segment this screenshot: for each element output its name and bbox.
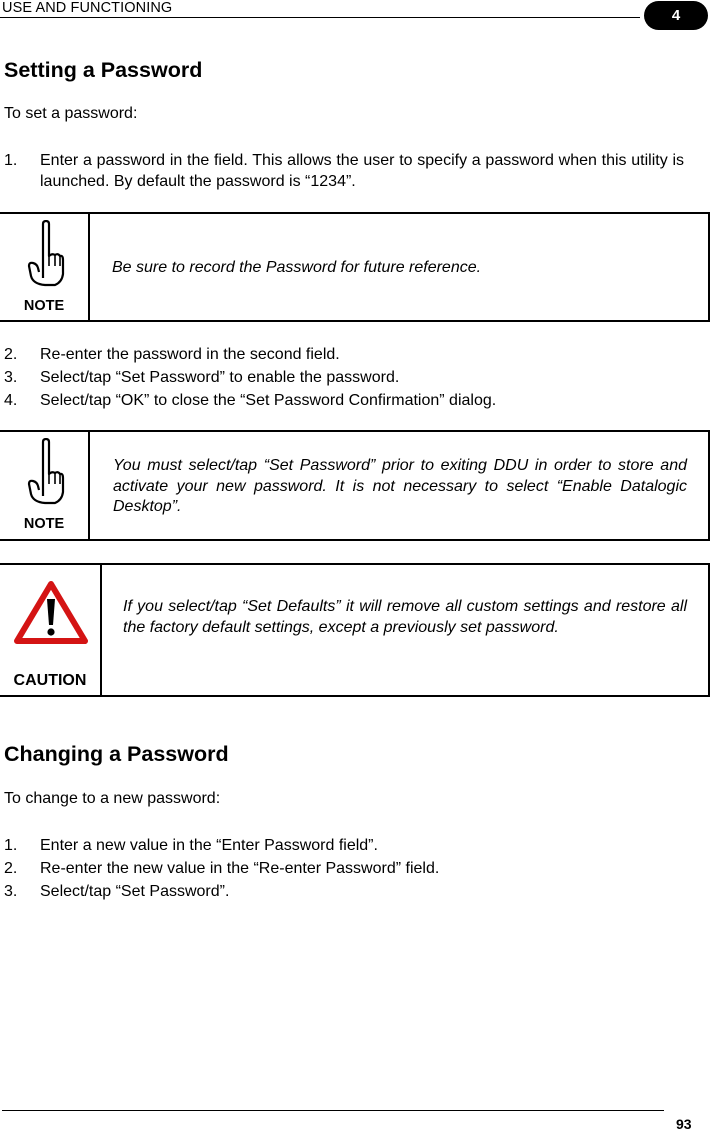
caution-icon-cell bbox=[0, 563, 102, 697]
list-item bbox=[4, 344, 684, 365]
note-text: You must select/tap “Set Password” prior to exiting DDU in order to store and activate your new password. It is not necessary to select “Enable Datalogic Desktop”. bbox=[113, 457, 687, 515]
intro-text: To change to a new password: bbox=[4, 790, 221, 807]
list-text: Enter a new value in the “Enter Password field”. bbox=[40, 837, 378, 854]
note-label: NOTE bbox=[23, 298, 65, 314]
list-text: Re-enter the password in the second field. bbox=[40, 346, 340, 363]
caution-label: CAUTION bbox=[13, 672, 87, 689]
pointing-hand-icon bbox=[25, 438, 65, 506]
list-number: 3. bbox=[4, 369, 18, 386]
list-number: 1. bbox=[4, 152, 18, 169]
intro-text: To set a password: bbox=[4, 105, 138, 122]
section-heading-setting-password: Setting a Password bbox=[4, 58, 203, 82]
list-item bbox=[4, 390, 684, 411]
pointing-hand-icon bbox=[25, 220, 65, 288]
note-icon-cell bbox=[0, 430, 90, 541]
warning-triangle-icon bbox=[14, 581, 88, 645]
list-text: Select/tap “Set Password” to enable the password. bbox=[40, 369, 400, 386]
note-icon-cell bbox=[0, 212, 90, 322]
page-number: 93 bbox=[676, 1116, 692, 1132]
list-number: 1. bbox=[4, 837, 18, 854]
list-item bbox=[4, 150, 684, 192]
list-text: Enter a password in the field. This allows the user to specify a password when this utility is launched. By default the password is “1234”. bbox=[40, 152, 684, 190]
list-text: Select/tap “OK” to close the “Set Password Confirmation” dialog. bbox=[40, 392, 497, 409]
header-rule bbox=[0, 17, 640, 18]
note-callout bbox=[0, 430, 710, 541]
running-header: USE AND FUNCTIONING bbox=[2, 0, 173, 16]
caution-callout bbox=[0, 563, 710, 697]
list-item bbox=[4, 858, 684, 879]
note-label: NOTE bbox=[23, 516, 65, 532]
list-number: 2. bbox=[4, 346, 18, 363]
list-item bbox=[4, 835, 684, 856]
note-text: Be sure to record the Password for future reference. bbox=[112, 259, 482, 276]
caution-text: If you select/tap “Set Defaults” it will remove all custom settings and restore all the factory default settings, except a previously set password. bbox=[123, 598, 687, 636]
chapter-badge: 4 bbox=[644, 1, 708, 30]
list-number: 3. bbox=[4, 883, 18, 900]
list-text: Re-enter the new value in the “Re-enter Password” field. bbox=[40, 860, 440, 877]
list-text: Select/tap “Set Password”. bbox=[40, 883, 230, 900]
note-callout bbox=[0, 212, 710, 322]
list-item bbox=[4, 881, 684, 902]
list-number: 2. bbox=[4, 860, 18, 877]
list-number: 4. bbox=[4, 392, 18, 409]
section-heading-changing-password: Changing a Password bbox=[4, 742, 229, 766]
list-item bbox=[4, 367, 684, 388]
footer-rule bbox=[2, 1110, 664, 1111]
